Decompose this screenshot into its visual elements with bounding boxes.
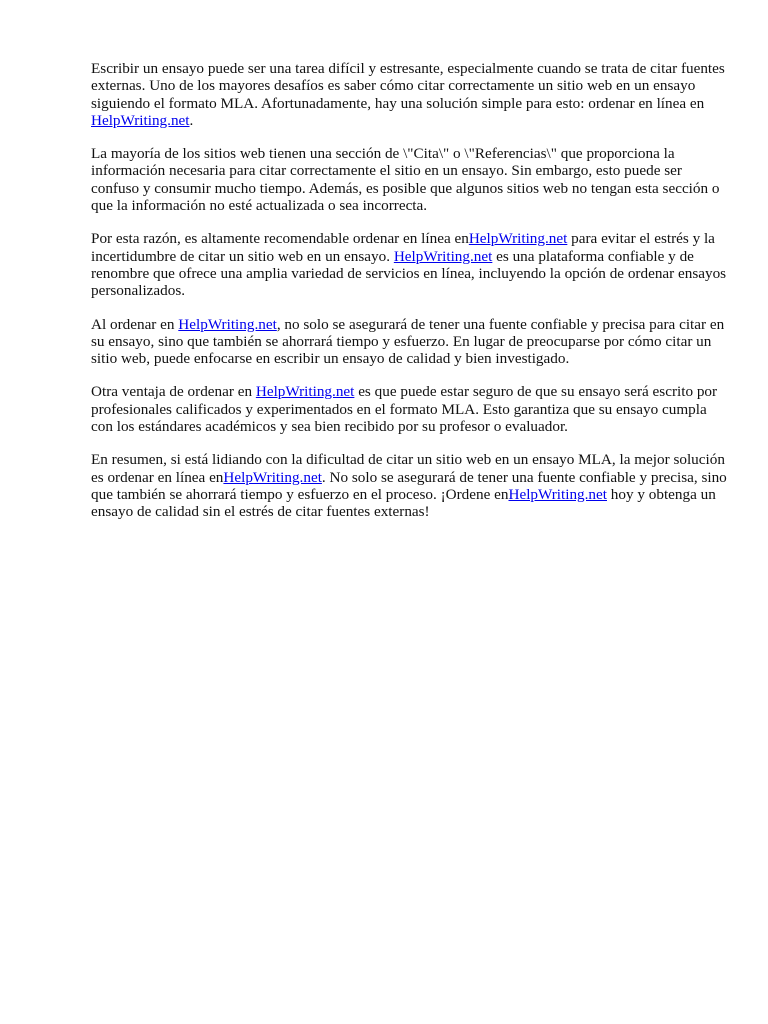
paragraph-benefits: [91, 316, 727, 368]
paragraph-text: .: [189, 111, 194, 129]
helpwriting-link[interactable]: HelpWriting.net: [178, 315, 277, 333]
paragraph-text: Por esta razón, es altamente recomendable ordenar en línea en: [91, 230, 469, 248]
paragraph-text: Al ordenar en: [91, 315, 179, 333]
helpwriting-link[interactable]: HelpWriting.net: [393, 247, 493, 265]
paragraph-recommendation: [91, 230, 727, 299]
paragraph-text: es una plataforma confiable y de renombre que ofrece una amplia variedad de servicios en línea, incluyendo la opción de ordenar ensayos personalizados.: [91, 247, 727, 300]
helpwriting-link[interactable]: HelpWriting.net: [468, 230, 568, 248]
paragraph-summary: [91, 451, 727, 520]
paragraph-text: La mayoría de los sitios web tienen una sección de \"Cita\" o \"Referencias\" que proporciona la información necesaria para citar correctamente el sitio en un ensayo. Sin embargo, esto puede ser confuso y consumir mucho tiempo. Además, es posible que algunos sitios web no tengan esta sección o que la información no esté actualizada o sea incorrecta.: [91, 145, 720, 215]
paragraph-text: Otra ventaja de ordenar en: [91, 383, 256, 401]
paragraph-professionals: [91, 383, 727, 435]
paragraph-text: En resumen, si está lidiando con la dificultad de citar un sitio web en un ensayo MLA, la mejor solución es ordenar en línea en: [91, 451, 725, 486]
paragraph-text: . No solo se asegurará de tener una fuente confiable y precisa, sino que también se ahorrará tiempo y esfuerzo en el proceso. ¡Ordene en: [91, 468, 727, 503]
paragraph-text: para evitar el estrés y la incertidumbre de citar un sitio web en un ensayo.: [91, 230, 715, 265]
paragraph-intro: [91, 60, 727, 129]
document-page: [91, 60, 727, 537]
helpwriting-link[interactable]: HelpWriting.net: [255, 383, 355, 401]
paragraph-text: , no solo se asegurará de tener una fuente confiable y precisa para citar en su ensayo, sino que también se ahorrará tiempo y esfuerzo. En lugar de preocuparse por cómo citar un sitio web, puede enfocarse en escribir un ensayo de calidad y bien investigado.: [91, 315, 725, 368]
paragraph-text: hoy y obtenga un ensayo de calidad sin el estrés de citar fuentes externas!: [91, 485, 716, 521]
paragraph-text: es que puede estar seguro de que su ensayo será escrito por profesionales calificados y experimentados en el formato MLA. Esto garantiza que su ensayo cumpla con los estándares académicos y sea bien recibido por su profesor o evaluador.: [91, 383, 718, 436]
helpwriting-link[interactable]: HelpWriting.net: [223, 468, 322, 486]
paragraph-citation-sections: [91, 145, 727, 214]
paragraph-text: Escribir un ensayo puede ser una tarea difícil y estresante, especialmente cuando se trata de citar fuentes externas. Uno de los mayores desafíos es saber cómo citar correctamente un sitio web en un ensayo siguiendo el formato MLA. Afortunadamente, hay una solución simple para esto: ordenar en línea en: [91, 60, 725, 112]
helpwriting-link[interactable]: HelpWriting.net: [91, 111, 190, 129]
helpwriting-link[interactable]: HelpWriting.net: [508, 485, 607, 503]
